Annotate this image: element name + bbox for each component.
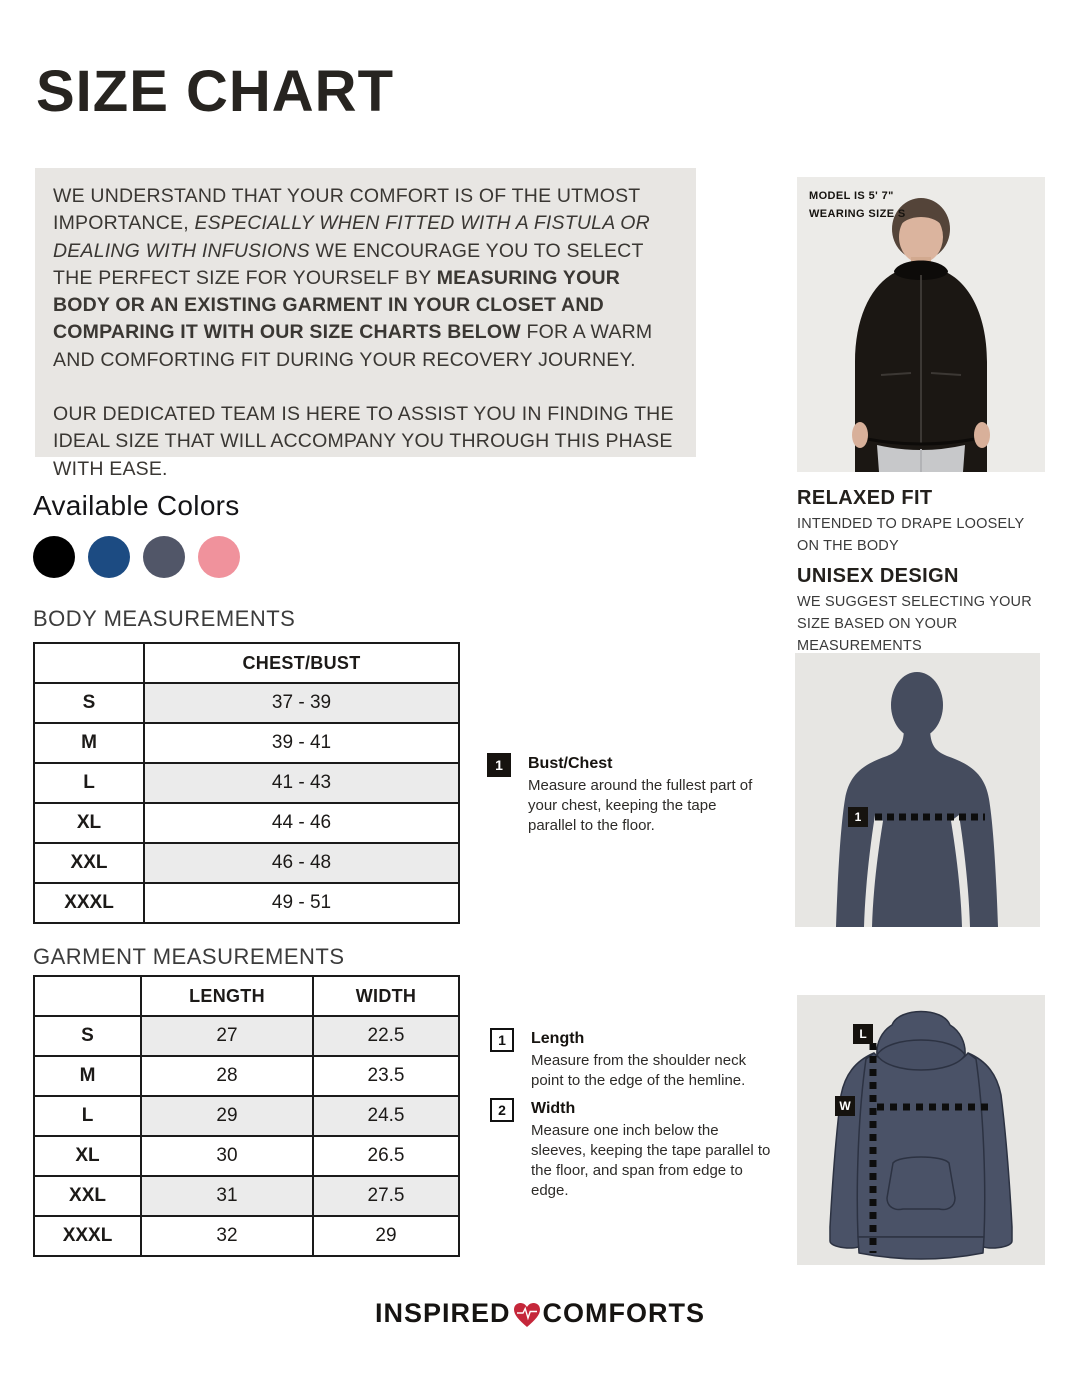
table-row bbox=[34, 883, 459, 923]
column-header: CHEST/BUST bbox=[144, 643, 459, 683]
measurement-value: 26.5 bbox=[313, 1136, 459, 1176]
model-caption bbox=[809, 188, 906, 223]
size-label: XXXL bbox=[34, 883, 144, 923]
table-row bbox=[34, 723, 459, 763]
model-caption-line1: MODEL IS 5' 7" bbox=[809, 190, 894, 202]
column-header bbox=[34, 976, 141, 1016]
length-description: Measure from the shoulder neck point to the edge of the hemline. bbox=[531, 1052, 747, 1089]
available-colors-heading: Available Colors bbox=[33, 490, 240, 521]
table-row bbox=[34, 1096, 459, 1136]
measurement-value: 46 - 48 bbox=[144, 843, 459, 883]
color-swatch-pink bbox=[198, 536, 240, 578]
intro-text-segment: MEASURING YOUR BODY OR AN EXISTING GARMENT IN YOUR CLOSET AND COMPARING IT WITH OUR SIZE CHARTS BELOW bbox=[53, 266, 621, 344]
size-label: XL bbox=[34, 803, 144, 843]
width-title: Width bbox=[531, 1100, 576, 1117]
brand-name-right: COMFORTS bbox=[542, 1298, 706, 1328]
width-line-badge: W bbox=[839, 1099, 851, 1113]
measurement-value: 29 bbox=[141, 1096, 313, 1136]
intro-paragraph-2: OUR DEDICATED TEAM IS HERE TO ASSIST YOU IN FINDING THE IDEAL SIZE THAT WILL ACCOMPANY YOU THROUGH THIS PHASE WITH EASE. bbox=[53, 403, 674, 480]
intro-paragraph-1 bbox=[53, 183, 678, 374]
model-caption-line2: WEARING SIZE S bbox=[809, 207, 906, 220]
size-label: XXL bbox=[34, 1176, 141, 1216]
table-row bbox=[34, 1016, 459, 1056]
column-header: WIDTH bbox=[313, 976, 459, 1016]
table-row bbox=[34, 683, 459, 723]
color-swatches bbox=[33, 536, 240, 578]
table-row bbox=[34, 1056, 459, 1096]
length-line-badge: L bbox=[859, 1027, 867, 1041]
size-label: M bbox=[34, 1056, 141, 1096]
garment-measurements-table bbox=[33, 975, 460, 1257]
width-instruction bbox=[490, 1098, 773, 1201]
unisex-design-description: WE SUGGEST SELECTING YOUR SIZE BASED ON YOUR MEASUREMENTS bbox=[797, 594, 1032, 654]
measurement-value: 27.5 bbox=[313, 1176, 459, 1216]
page-title: SIZE CHART bbox=[36, 59, 394, 124]
table-row bbox=[34, 1136, 459, 1176]
size-label: L bbox=[34, 1096, 141, 1136]
size-label: L bbox=[34, 763, 144, 803]
brand-name-left: INSPIRED bbox=[374, 1298, 511, 1328]
heart-pulse-icon bbox=[513, 1302, 541, 1328]
measurement-value: 29 bbox=[313, 1216, 459, 1256]
measurement-value: 37 - 39 bbox=[144, 683, 459, 723]
bust-chest-description: Measure around the fullest part of your chest, keeping the tape parallel to the floor. bbox=[528, 777, 753, 834]
size-label: XL bbox=[34, 1136, 141, 1176]
color-swatch-navy bbox=[88, 536, 130, 578]
table-row bbox=[34, 843, 459, 883]
measurement-value: 28 bbox=[141, 1056, 313, 1096]
measurement-value: 24.5 bbox=[313, 1096, 459, 1136]
body-silhouette-illustration bbox=[795, 653, 1040, 927]
step-2-outline-badge: 2 bbox=[490, 1098, 514, 1122]
length-instruction bbox=[490, 1028, 773, 1091]
measurement-value: 44 - 46 bbox=[144, 803, 459, 843]
body-measurements-table bbox=[33, 642, 460, 924]
size-label: XXXL bbox=[34, 1216, 141, 1256]
measurement-value: 31 bbox=[141, 1176, 313, 1216]
length-title: Length bbox=[531, 1030, 585, 1047]
body-measurements-heading: BODY MEASUREMENTS bbox=[33, 606, 296, 631]
intro-text-segment: ESPECIALLY WHEN FITTED WITH A FISTULA OR DEALING WITH INFUSIONS bbox=[53, 212, 650, 262]
measurement-value: 32 bbox=[141, 1216, 313, 1256]
measurement-value: 49 - 51 bbox=[144, 883, 459, 923]
measurement-value: 39 - 41 bbox=[144, 723, 459, 763]
size-label: XXL bbox=[34, 843, 144, 883]
column-header: LENGTH bbox=[141, 976, 313, 1016]
relaxed-fit-description: INTENDED TO DRAPE LOOSELY ON THE BODY bbox=[797, 516, 1025, 554]
bust-chest-title: Bust/Chest bbox=[528, 755, 613, 772]
intro-text-segment: WE UNDERSTAND THAT YOUR COMFORT IS OF THE UTMOST IMPORTANCE, bbox=[53, 185, 641, 235]
color-swatch-charcoal bbox=[143, 536, 185, 578]
hoodie-illustration bbox=[797, 995, 1045, 1265]
relaxed-fit-heading: RELAXED FIT bbox=[797, 487, 933, 509]
table-row bbox=[34, 1176, 459, 1216]
size-label: M bbox=[34, 723, 144, 763]
model-photo bbox=[797, 177, 1045, 472]
unisex-design-heading: UNISEX DESIGN bbox=[797, 565, 959, 587]
step-1-outline-badge: 1 bbox=[490, 1028, 514, 1052]
intro-text-segment: WE ENCOURAGE YOU TO SELECT THE PERFECT SIZE FOR YOURSELF BY bbox=[53, 239, 644, 289]
table-row bbox=[34, 763, 459, 803]
intro-text-segment: FOR A WARM AND COMFORTING FIT DURING YOUR RECOVERY JOURNEY. bbox=[53, 321, 653, 371]
table-row bbox=[34, 1216, 459, 1256]
measurement-value: 27 bbox=[141, 1016, 313, 1056]
color-swatch-black bbox=[33, 536, 75, 578]
width-description: Measure one inch below the sleeves, keeping the tape parallel to the floor, and span from edge to edge. bbox=[531, 1122, 771, 1199]
footer-brand bbox=[0, 1298, 1080, 1329]
size-label: S bbox=[34, 683, 144, 723]
body-silhouette-diagram bbox=[795, 653, 1040, 927]
garment-measurements-heading: GARMENT MEASUREMENTS bbox=[33, 944, 345, 969]
table-row bbox=[34, 803, 459, 843]
measurement-value: 22.5 bbox=[313, 1016, 459, 1056]
chest-line-badge: 1 bbox=[854, 810, 862, 824]
bust-chest-instruction bbox=[487, 753, 753, 836]
hoodie-diagram bbox=[797, 995, 1045, 1265]
column-header bbox=[34, 643, 144, 683]
size-label: S bbox=[34, 1016, 141, 1056]
step-1-filled-badge: 1 bbox=[487, 753, 511, 777]
measurement-value: 23.5 bbox=[313, 1056, 459, 1096]
intro-box bbox=[35, 168, 696, 480]
measurement-value: 41 - 43 bbox=[144, 763, 459, 803]
measurement-value: 30 bbox=[141, 1136, 313, 1176]
